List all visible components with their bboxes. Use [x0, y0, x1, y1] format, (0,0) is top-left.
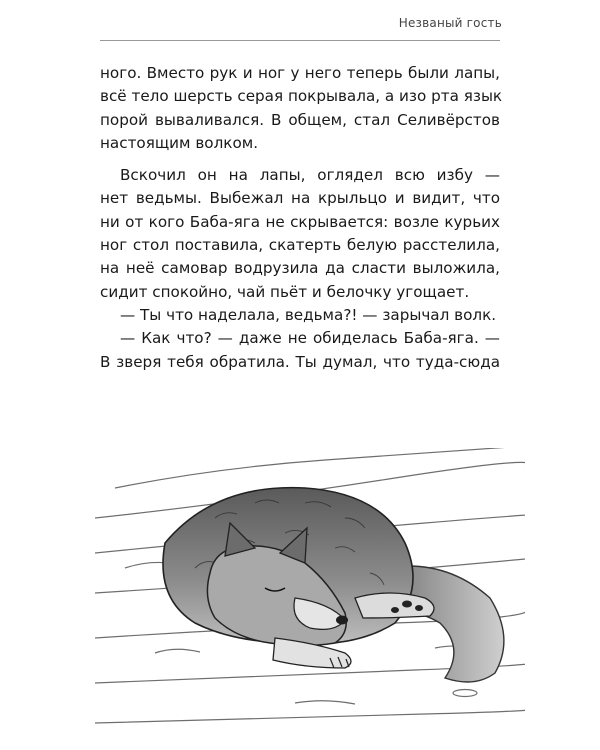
text-line: ного. Вместо рук и ног у него теперь были лапы,: [100, 64, 500, 82]
text-line: нет ведьмы. Выбежал на крыльцо и видит, что: [100, 189, 500, 208]
wolf-paw: [355, 593, 434, 618]
text-line: ни от кого Баба-яга не скрывается: возле курьих: [100, 212, 500, 231]
text-line: всё тело шерсть серая покрывала, а изо рта язык: [100, 87, 503, 106]
text-line: В зверя тебя обратила. Ты думал, что туда-сюда: [100, 352, 500, 371]
text-line: ног стол поставила, скатерть белую расстелила,: [100, 236, 500, 255]
body-text: [100, 62, 503, 374]
dialogue-line: — Ты что наделала, ведьма?! — зарычал волк.: [120, 305, 497, 324]
text-line: настоящим волком.: [100, 133, 259, 152]
text-line: на неё самовар водрузила да сласти выложила,: [100, 259, 500, 278]
wolf-illustration: [95, 448, 525, 738]
wolf-nose: [336, 616, 348, 625]
dialogue-line: — Как что? — даже не обиделась Баба-яга. —: [120, 329, 500, 348]
text-line: порой вываливался. В общем, стал Селивёрстов: [100, 110, 500, 129]
header-rule: [100, 40, 500, 41]
text-line: Вскочил он на лапы, оглядел всю избу —: [120, 166, 500, 185]
running-head: Незваный гость: [398, 16, 502, 30]
text-line: сидит спокойно, чай пьёт и белочку угощает.: [100, 282, 470, 301]
sleeping-wolf-icon: [95, 448, 525, 738]
